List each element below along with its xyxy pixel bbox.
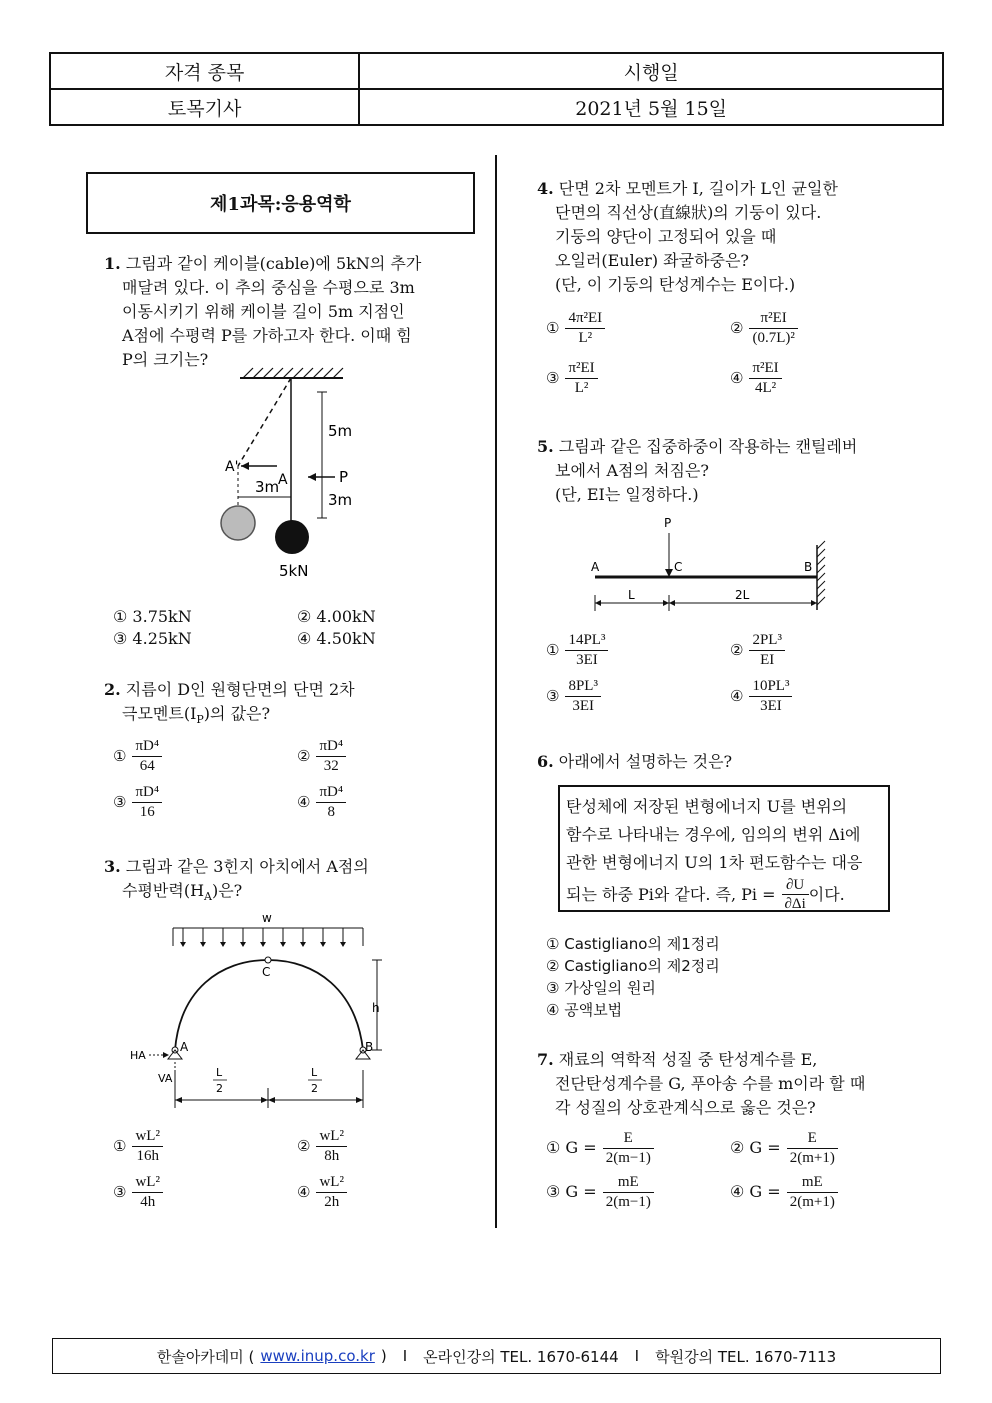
option-1[interactable]: ① Castigliano의 제1정리 [546,935,720,953]
question-text: 수평반력(H [122,881,205,900]
option-3[interactable]: ③ 4.25kN [113,629,192,648]
option-3[interactable]: ③ G = $\frac{mE}{2(m-1)}$ [546,1174,654,1211]
definition-line: 함수로 나타내는 경우에, 임의의 변위 Δi에 [566,825,861,844]
fig-label: 5m [328,422,353,440]
fig-label: HA [130,1049,146,1062]
fig-label: 5kN [279,562,309,580]
header-table [49,52,944,126]
fig-label: 2L [735,588,750,602]
fig-label: A [591,560,600,574]
option-4[interactable]: ④ $\frac{\text{10PL³}}{3EI}$ [730,678,792,715]
question-text: (단, 이 기둥의 탄성계수는 E이다.) [555,275,796,294]
fig-label: 3m [328,491,353,509]
fig-label: P [664,516,672,530]
option-3[interactable]: ③ $\frac{\text{8PL³}}{3EI}$ [546,678,601,715]
question-text: 아래에서 설명하는 것은? [558,752,733,771]
fig-label: A' [225,459,239,475]
question-number: 5. [537,437,554,456]
question-number: 2. [104,680,121,699]
fig-label: 2 [311,1082,318,1095]
subject-title: 제1과목:응용역학 [86,172,475,234]
question-number: 4. [537,179,554,198]
definition-line: 탄성체에 저장된 변형에너지 U를 변위의 [566,797,848,816]
option-2[interactable]: ② G = $\frac{E}{2(m+1)}$ [730,1130,838,1167]
fig-label: L [216,1066,223,1079]
option-4[interactable]: ④ 공액보법 [546,1001,623,1019]
fig-label: 2 [216,1082,223,1095]
option-2[interactable]: ② 4.00kN [297,607,376,626]
fig-label: B [804,560,813,574]
question-text: (단, EI는 일정하다.) [555,485,699,504]
question-text: 보에서 A점의 처짐은? [555,461,709,480]
subscript: P [196,713,204,727]
question-text: 오일러(Euler) 좌굴하중은? [555,251,750,270]
question-4 [537,177,937,297]
option-2[interactable]: ② Castigliano의 제2정리 [546,957,720,975]
column-divider [495,155,497,1228]
question-text: 지름이 D인 원형단면의 단면 2차 [125,680,355,699]
question-text: 재료의 역학적 성질 중 탄성계수를 E, [558,1050,818,1069]
option-1[interactable]: ① $\frac{\text{πD⁴}}{64}$ [113,738,162,775]
cable-weight-figure [215,366,365,581]
question-7 [537,1048,937,1120]
question-text: 그림과 같은 3힌지 아치에서 A점의 [125,857,369,876]
fig-label: A [180,1040,189,1054]
header-col2-value: 2021년 5월 15일 [359,89,943,125]
question-2 [104,678,474,732]
fig-label: L [311,1066,318,1079]
question-text: )은? [211,881,243,900]
question-number: 6. [537,752,554,771]
footer-url-link[interactable]: www.inup.co.kr [260,1347,375,1365]
header-col2-label: 시행일 [359,53,943,89]
option-1[interactable]: ① 3.75kN [113,607,192,626]
question-text: 각 성질의 상호관계식으로 옳은 것은? [555,1098,816,1117]
footer [52,1338,941,1374]
footer-online: 온라인강의 TEL. 1670-6144 [423,1347,619,1366]
question-5 [537,435,937,507]
option-4[interactable]: ④ $\frac{\text{πD⁴}}{8}$ [297,784,346,821]
question-1 [104,252,474,372]
definition-line: 되는 하중 Pi와 같다. 즉, Pi = [566,884,776,904]
option-4[interactable]: ④ $\frac{\text{π²EI}}{\text{4L²}}$ [730,360,782,397]
header-col1-value: 토목기사 [50,89,359,125]
option-2[interactable]: ② $\frac{\text{2PL³}}{EI}$ [730,632,785,669]
cantilever-beam-figure [585,515,835,615]
question-text: 매달려 있다. 이 추의 중심을 수평으로 3m [122,278,415,297]
question-text: 그림과 같은 집중하중이 작용하는 캔틸레버 [558,437,858,456]
option-3[interactable]: ③ $\frac{\text{πD⁴}}{16}$ [113,784,162,821]
option-1[interactable]: ① $\frac{\text{4π²EI}}{\text{L²}}$ [546,310,605,347]
question-number: 7. [537,1050,554,1069]
option-3[interactable]: ③ $\frac{\text{wL²}}{4h}$ [113,1174,163,1211]
question-number: 1. [104,254,121,273]
three-hinge-arch-figure [125,910,400,1110]
header-col1-label: 자격 종목 [50,53,359,89]
option-2[interactable]: ② $\frac{\text{πD⁴}}{32}$ [297,738,346,775]
footer-separator: I [634,1347,640,1365]
question-text: 극모멘트(I [122,704,197,723]
question-text: 이동시키기 위해 케이블 길이 5m 지점인 [122,302,405,321]
fig-label: L [628,588,635,602]
option-3[interactable]: ③ 가상일의 원리 [546,979,656,997]
question-number: 3. [104,857,121,876]
subscript: A [204,890,212,904]
footer-academy: 한솔아카데미 ( [156,1347,255,1366]
fig-label: C [674,560,683,574]
definition-box [558,785,890,912]
question-text: 단면 2차 모멘트가 I, 길이가 L인 균일한 [558,179,838,198]
definition-line: 이다. [808,884,845,904]
fig-label: 3m [255,478,280,496]
question-3 [104,855,474,909]
option-4[interactable]: ④ G = $\frac{mE}{2(m+1)}$ [730,1174,838,1211]
option-2[interactable]: ② $\frac{\text{wL²}}{8h}$ [297,1128,347,1165]
question-text: 단면의 직선상(直線狀)의 기둥이 있다. [555,203,822,222]
footer-offline: 학원강의 TEL. 1670-7113 [655,1347,837,1366]
definition-frac-den: ∂Δi [784,896,806,912]
option-2[interactable]: ② $\frac{\text{π²EI}}{\text{(0.7L)²}}$ [730,310,798,347]
question-text: )의 값은? [203,704,271,723]
question-text: 그림과 같이 케이블(cable)에 5kN의 추가 [125,254,422,273]
definition-line: 관한 변형에너지 U의 1차 편도함수는 대응 [566,853,863,872]
question-text: P의 크기는? [122,350,209,369]
fig-label: A [278,472,288,488]
fig-label: VA [158,1072,173,1085]
question-text: 전단탄성계수를 G, 푸아송 수를 m이라 할 때 [555,1074,866,1093]
fig-label: h [372,1001,380,1015]
option-1[interactable]: ① G = $\frac{E}{2(m-1)}$ [546,1130,654,1167]
footer-close: ) [380,1347,387,1365]
fig-label: w [262,911,272,925]
footer-separator: I [402,1347,408,1365]
option-1[interactable]: ① $\frac{\text{wL²}}{16h}$ [113,1128,163,1165]
question-text: 기둥의 양단이 고정되어 있을 때 [555,227,777,246]
definition-frac-num: ∂U [782,877,809,895]
option-4[interactable]: ④ 4.50kN [297,629,376,648]
fig-label: C [262,965,271,979]
option-1[interactable]: ① $\frac{\text{14PL³}}{3EI}$ [546,632,608,669]
option-4[interactable]: ④ $\frac{\text{wL²}}{2h}$ [297,1174,347,1211]
question-text: A점에 수평력 P를 가하고자 한다. 이때 힘 [122,326,412,345]
option-3[interactable]: ③ $\frac{\text{π²EI}}{\text{L²}}$ [546,360,598,397]
fig-label: P [339,468,349,486]
fig-label: B [365,1040,374,1054]
question-6 [537,750,937,774]
